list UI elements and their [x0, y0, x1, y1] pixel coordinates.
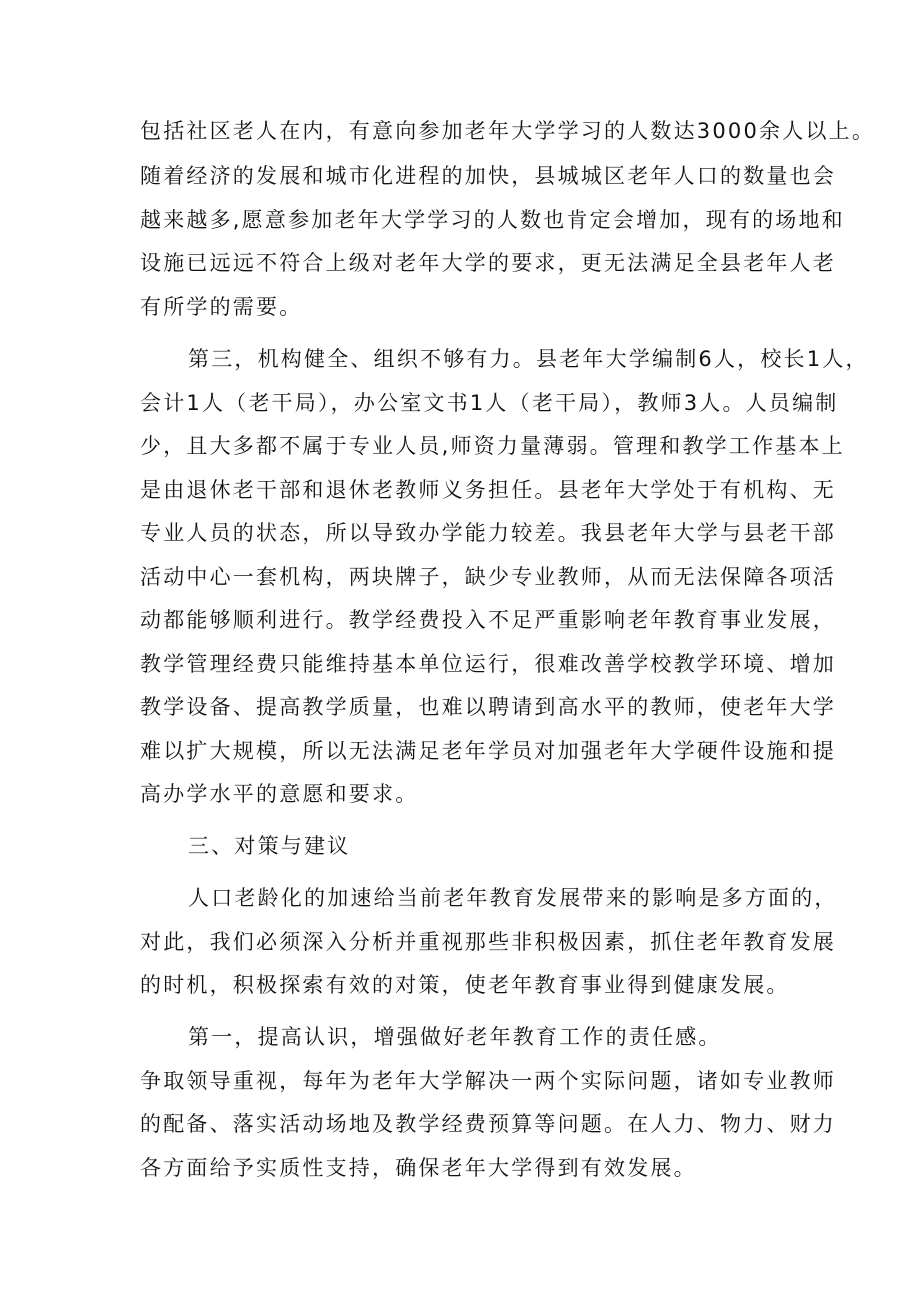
paragraph-line: 包括社区老人在内，有意向参加老年大学学习的人数达3000余人以上。: [140, 119, 876, 143]
paragraph-line: 会计1人（老干局），办公室文书1人（老干局），教师3人。人员编制: [140, 391, 839, 415]
paragraph-line: 随着经济的发展和城市化进程的加快，县城城区老年人口的数量也会: [140, 164, 836, 188]
paragraph-line: 人口老龄化的加速给当前老年教育发展带来的影响是多方面的，: [188, 886, 838, 910]
paragraph-line: 争取领导重视，每年为老年大学解决一两个实际问题，诸如专业教师: [140, 1069, 836, 1093]
paragraph-line: 教学设备、提高教学质量，也难以聘请到高水平的教师，使老年大学: [140, 695, 836, 719]
paragraph-line: 活动中心一套机构，两块牌子，缺少专业教师，从而无法保障各项活: [140, 565, 836, 589]
paragraph-line: 有所学的需要。: [140, 295, 303, 319]
paragraph-line: 是由退休老干部和退休老教师义务担任。县老年大学处于有机构、无: [140, 478, 836, 502]
paragraph-line: 第三，机构健全、组织不够有力。县老年大学编制6人，校长1人，: [188, 347, 869, 371]
paragraph-line: 动都能够顺利进行。教学经费投入不足严重影响老年教育事业发展，: [140, 608, 836, 632]
paragraph-line: 专业人员的状态，所以导致办学能力较差。我县老年大学与县老干部: [140, 521, 836, 545]
paragraph-line: 的配备、落实活动场地及教学经费预算等问题。在人力、物力、财力: [140, 1112, 836, 1136]
paragraph-line: 少，且大多都不属于专业人员,师资力量薄弱。管理和教学工作基本上: [140, 434, 845, 458]
paragraph-line: 第一，提高认识，增强做好老年教育工作的责任感。: [188, 1025, 722, 1049]
paragraph-line: 各方面给予实质性支持，确保老年大学得到有效发展。: [140, 1156, 697, 1180]
paragraph-line: 教学管理经费只能维持基本单位运行，很难改善学校教学环境、增加: [140, 652, 836, 676]
paragraph-line: 对此，我们必须深入分析并重视那些非积极因素，抓住老年教育发展: [140, 930, 836, 954]
paragraph-line: 设施已远远不符合上级对老年大学的要求，更无法满足全县老年人老: [140, 251, 836, 275]
paragraph-line: 的时机，积极探索有效的对策，使老年教育事业得到健康发展。: [140, 973, 790, 997]
paragraph-line: 越来越多,愿意参加老年大学学习的人数也肯定会增加，现有的场地和: [140, 208, 845, 232]
paragraph-line: 高办学水平的意愿和要求。: [140, 782, 419, 806]
section-heading: 三、对策与建议: [188, 834, 351, 858]
paragraph-line: 难以扩大规模，所以无法满足老年学员对加强老年大学硬件设施和提: [140, 739, 836, 763]
